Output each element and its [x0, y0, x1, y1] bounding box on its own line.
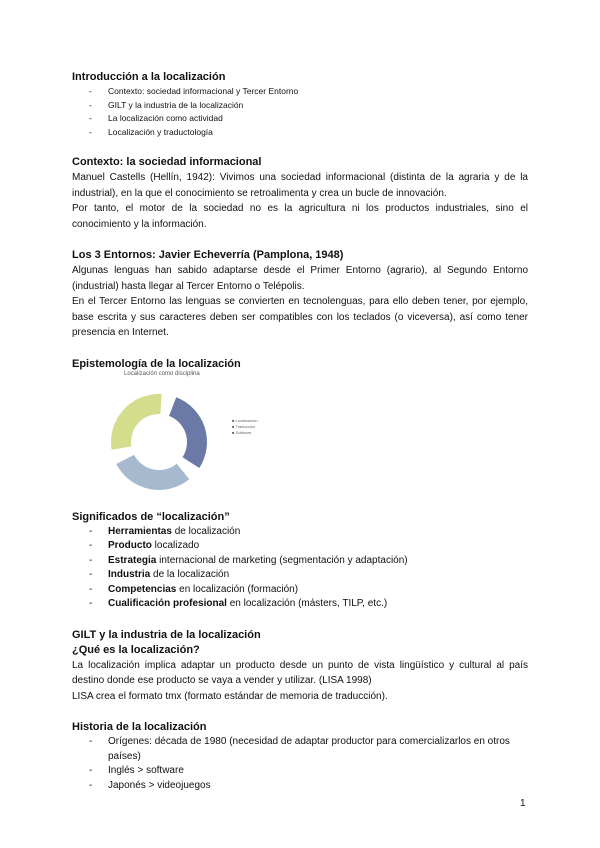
legend-entry: ■ Traducción — [232, 423, 256, 429]
section-subtitle: ¿Qué es la localización? — [72, 643, 200, 656]
list-item-text: de localización — [171, 525, 241, 537]
list-item — [72, 554, 528, 569]
list-item: - GILT y la industria de la localización — [72, 99, 528, 113]
paragraph: En el Tercer Entorno las lenguas se convierten en tecnolenguas, para ello deben tener, por ejemplo, base escrita y sus caracteres deben ser compatibles con los teclados (o viceversa), así como tener presencia en Internet. — [72, 296, 528, 338]
section-intro — [72, 70, 528, 139]
list-item-keyword: Estrategia — [108, 554, 157, 566]
list-item — [72, 597, 528, 612]
list-item: - Localización y traductología — [72, 126, 528, 140]
list-item: - Contexto: sociedad informacional y Tercer Entorno — [72, 85, 528, 99]
list-item-text: en localización (másters, TILP, etc.) — [226, 598, 388, 609]
paragraph: Manuel Castells (Hellín, 1942): Vivimos una sociedad informacional (distinta de la agraria y de la industrial), en la que el conocimiento se retroalimenta y crea un bucle de innovación. — [72, 172, 528, 199]
chart-legend — [232, 418, 258, 436]
legend-entry: ■ Software — [232, 429, 252, 435]
chart-title: Localización como disciplina — [124, 370, 200, 377]
list-item-text: localizado — [151, 540, 200, 551]
section-history — [72, 720, 528, 793]
list-item-keyword: Industria — [108, 569, 151, 580]
list-item-text: de la localización — [150, 569, 230, 580]
intro-list — [72, 85, 528, 139]
paragraph: La localización implica adaptar un producto desde un punto de vista lingüístico y cultural al país destino donde ese producto se vaya a vender y utilizar. (LISA 1998) — [72, 659, 528, 686]
list-item-keyword: Cualificación profesional — [108, 598, 227, 609]
list-item: - Inglés > software — [72, 764, 528, 779]
donut-slice-1 — [169, 397, 207, 468]
list-item-keyword: Herramientas — [108, 525, 172, 537]
list-item — [72, 568, 528, 583]
donut-slice-3 — [111, 394, 162, 450]
section-context — [72, 155, 528, 232]
section-title: Epistemología de la localización — [72, 357, 241, 370]
meanings-list — [72, 525, 528, 612]
list-item: - Orígenes: década de 1980 (necesidad de adaptar productor para comercializarlos en otros países) — [72, 735, 528, 764]
section-title: Introducción a la localización — [72, 71, 226, 83]
list-item — [72, 583, 528, 598]
paragraph: LISA crea el formato tmx (formato estándar de memoria de traducción). — [72, 690, 388, 702]
list-item-keyword: Competencias — [108, 583, 177, 595]
list-item-text: en localización (formación) — [176, 583, 299, 595]
history-list — [72, 735, 528, 793]
list-item — [72, 539, 528, 554]
legend-entry: ■ Localización — [232, 417, 258, 423]
donut-slice-2 — [116, 454, 189, 489]
page-number: 1 — [520, 798, 526, 809]
paragraph: Algunas lenguas han sabido adaptarse desde el Primer Entorno (agrario), al Segundo Entorno (industrial) hasta llegar al Tercer Entorno o Telépolis. — [72, 265, 528, 292]
list-item-text: internacional de marketing (segmentación y adaptación) — [156, 554, 408, 566]
paragraph: Por tanto, el motor de la sociedad no es la agricultura ni los productos industriales, sino el conocimiento y la información. — [72, 203, 528, 230]
donut-chart — [72, 372, 528, 497]
section-title: Contexto: la sociedad informacional — [72, 156, 262, 168]
document-page — [72, 70, 528, 793]
section-epistemology — [72, 357, 528, 497]
section-title: Significados de “localización” — [72, 510, 230, 523]
list-item-keyword: Producto — [108, 540, 152, 551]
donut-chart-svg — [72, 372, 232, 497]
section-entornos — [72, 248, 528, 341]
section-meanings — [72, 510, 528, 612]
section-title: GILT y la industria de la localización — [72, 628, 261, 641]
list-item — [72, 525, 528, 540]
section-title: Los 3 Entornos: Javier Echeverría (Pamplona, 1948) — [72, 249, 344, 261]
section-gilt — [72, 628, 528, 705]
section-title: Historia de la localización — [72, 721, 207, 733]
list-item: - La localización como actividad — [72, 112, 528, 126]
list-item: - Japonés > videojuegos — [72, 779, 528, 794]
